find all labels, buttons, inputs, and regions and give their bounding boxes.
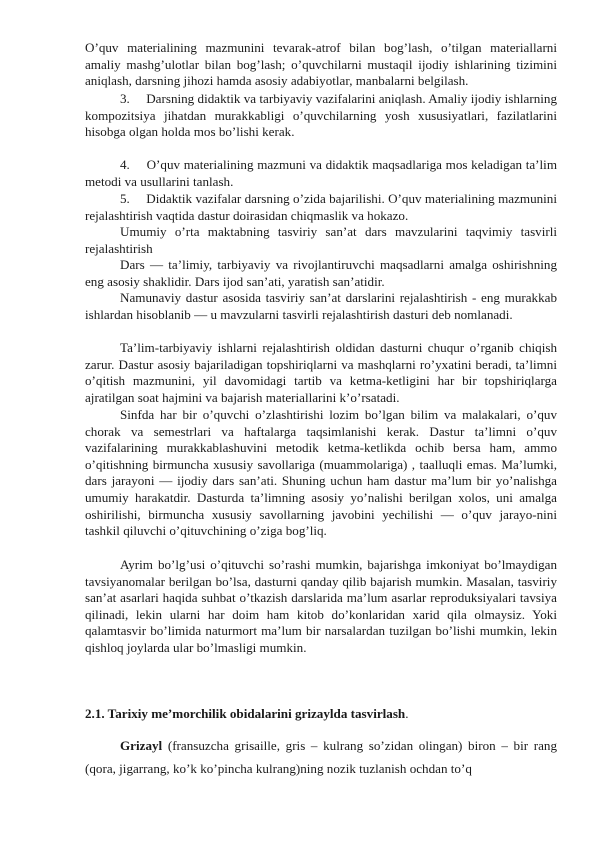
paragraph-sinfda: Sinfda har bir o’quvchi o’zlashtirishi lozim bo’lgan bilim va malakalari, o’quv chorak va semestrlari va haftalarga taqsimlanishi kerak. Dastur ta’limni o’quv vazifalarining murakkablashuvini metodik ketma-ketlikda ochib bersa ham, ammo o’qitishning birmuncha xususiy savollariga (muammolariga) , taalluqli emas. Ma’lumki, dars jarayoni — ijodiy dars san’ati. Shuning uchun ham dastur ma’lum bir yo’nalishga umumiy harakatdir. Dasturda ta’limning asosiy yo’nalishi berilgan xolos, uni amalga oshirilishi, birmuncha xususiy savollarning javobini yechilishi — o’quv jarayo-nini tashkil qiluvchi o’qituvchining o’ziga bog’liq. — [85, 407, 557, 539]
paragraph-1: O’quv materialining mazmunini tevarak-atrof bilan bog’lash, o’tilgan materiallarni amaliy mashg’ulotlar bilan bog’lash; o’quvchilarni mustaqil ijodiy ishlarining tizimini aniqlash, darsning jihozi hamda asosiy adabiyotlar, manbalarni belgilash. — [85, 40, 557, 89]
section-heading — [85, 706, 557, 722]
term-grizayl: Grizayl — [120, 738, 163, 753]
section-heading-text: 2.1. Tarixiy me’morchilik obidalarini grizaylda tasvirlash — [85, 706, 406, 721]
paragraph-talim-tarbiyaviy: Ta’lim-tarbiyaviy ishlarni rejalashtirish oldidan dasturni chuqur o’rganib chiqish zarur. Dastur asosiy bajariladigan topshiriqlarni va mashqlarni ro’yxatini beradi, ta’limni o’qitish mazmunini, yil davomidagi tartib va ketma-ketligini har bir topshiriqlarga ajratilgan soat hajmini va bajarish materiallarini k’o’rsatadi. — [85, 340, 557, 405]
list-item-5: 5. Didaktik vazifalar darsning o’zida bajarilishi. O’quv materialining mazmunini rejalashtirish vaqtida dastur doirasidan chiqmaslik va hokazo. — [85, 191, 557, 223]
section-heading-suffix: . — [405, 706, 409, 721]
list-item-4: 4. O’quv materialining mazmuni va didaktik maqsadlariga mos keladigan ta’lim metodi va usullarini tanlash. — [85, 157, 557, 189]
paragraph-plan-title: Umumiy o’rta maktabning tasviriy san’at dars mavzularini taqvimiy tasvirli rejalashtirish — [85, 224, 557, 256]
paragraph-ayrim: Ayrim bo’lg’usi o’qituvchi so’rashi mumkin, bajarishga imkoniyat bo’lmaydigan tavsiyanomalar berilgan bo’lsa, dasturni qanday qilib bajarish mumkin. Masalan, tasviriy san’at asarlari haqida suhbat o’tkazish darslarida ma’lum asarlar reproduksiyalari tavsiya qilinadi, lekin ularni har doim ham kitob do’konlaridan xarid qila olmaysiz. Yoki qalamtasvir bo’limida naturmort ma’lum bir narsalardan tuzilgan bo’lishi mumkin, lekin qishloq joylarda ular bo’lmasligi mumkin. — [85, 557, 557, 655]
paragraph-dars: Dars — ta’limiy, tarbiyaviy va rivojlantiruvchi maqsadlarni amalga oshirishning eng asosiy shaklidir. Dars ijod san’ati, yaratish san’atidir. — [85, 257, 557, 289]
paragraph-grizayl — [85, 735, 557, 780]
grizayl-definition: (fransuzcha grisaille, gris – kulrang so’zidan olingan) biron – bir rang (qora, jigarrang, ko’k ko’pincha kulrang)ning nozik tuzlanish ochdan to’q — [85, 738, 557, 776]
list-item-3: 3. Darsning didaktik va tarbiyaviy vazifalarini aniqlash. Amaliy ijodiy ishlarning kompozitsiya jihatdan murakkabligi o’quvchilarning yosh xususiyatlari, fazilatlarini hisobga olgan holda mos bo’lishi kerak. — [85, 91, 557, 140]
paragraph-namunaviy: Namunaviy dastur asosida tasviriy san’at darslarini rejalashtirish - eng murakkab ishlardan hisoblanib — u mavzularni tasvirli rejalashtirish dasturi deb nomlanadi. — [85, 290, 557, 322]
